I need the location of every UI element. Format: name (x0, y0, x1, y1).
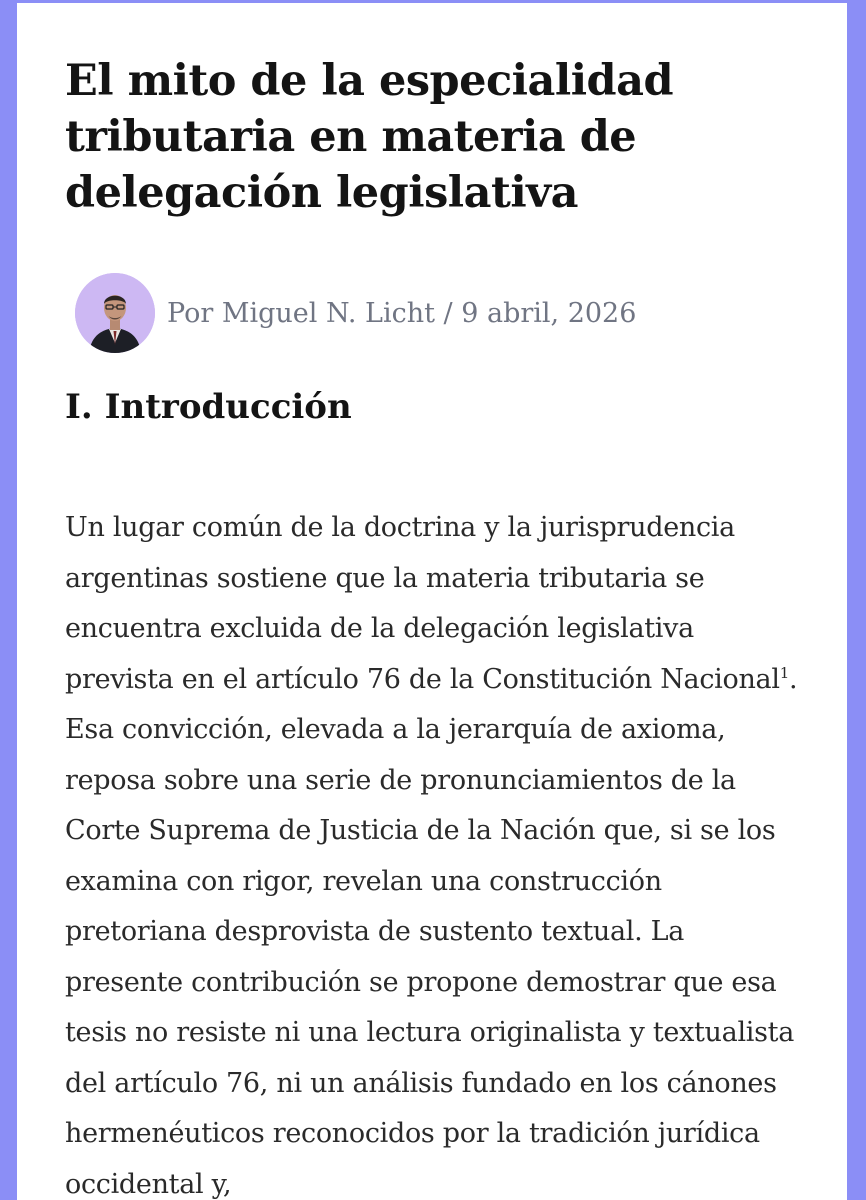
section-heading: I. Introducción (65, 387, 352, 427)
article-title: El mito de la especialidad tributaria en materia de delegación legislativa (65, 56, 674, 218)
footnote-ref[interactable]: 1 (779, 663, 789, 682)
paragraph-text-part1: Un lugar común de la doctrina y la jurisprudencia argentinas sostiene que la materia tributaria se encuentra excluida de la delegación legislativa prevista en el artículo 76 de la Constitución Nacional (65, 512, 780, 695)
paragraph-text-part2: . Esa convicción, elevada a la jerarquía de axioma, reposa sobre una serie de pronunciamientos de la Corte Suprema de Justicia de la Nación que, si se los examina con rigor, revelan una construcción pretoriana desprovista de sustento textual. La presente contribución se propone demostrar que esa tesis no resiste ni una lectura originalista y textualista del artículo 76, ni un análisis fundado en los cánones hermenéuticos reconocidos por la tradición jurídica occidental y, (65, 663, 798, 1200)
article-page (17, 0, 847, 1200)
body-paragraph (65, 503, 805, 1200)
byline-text[interactable]: Por Miguel N. Licht / 9 abril, 2026 (167, 297, 637, 329)
author-photo-icon (75, 273, 155, 353)
author-avatar[interactable] (75, 273, 155, 353)
byline (75, 271, 636, 355)
